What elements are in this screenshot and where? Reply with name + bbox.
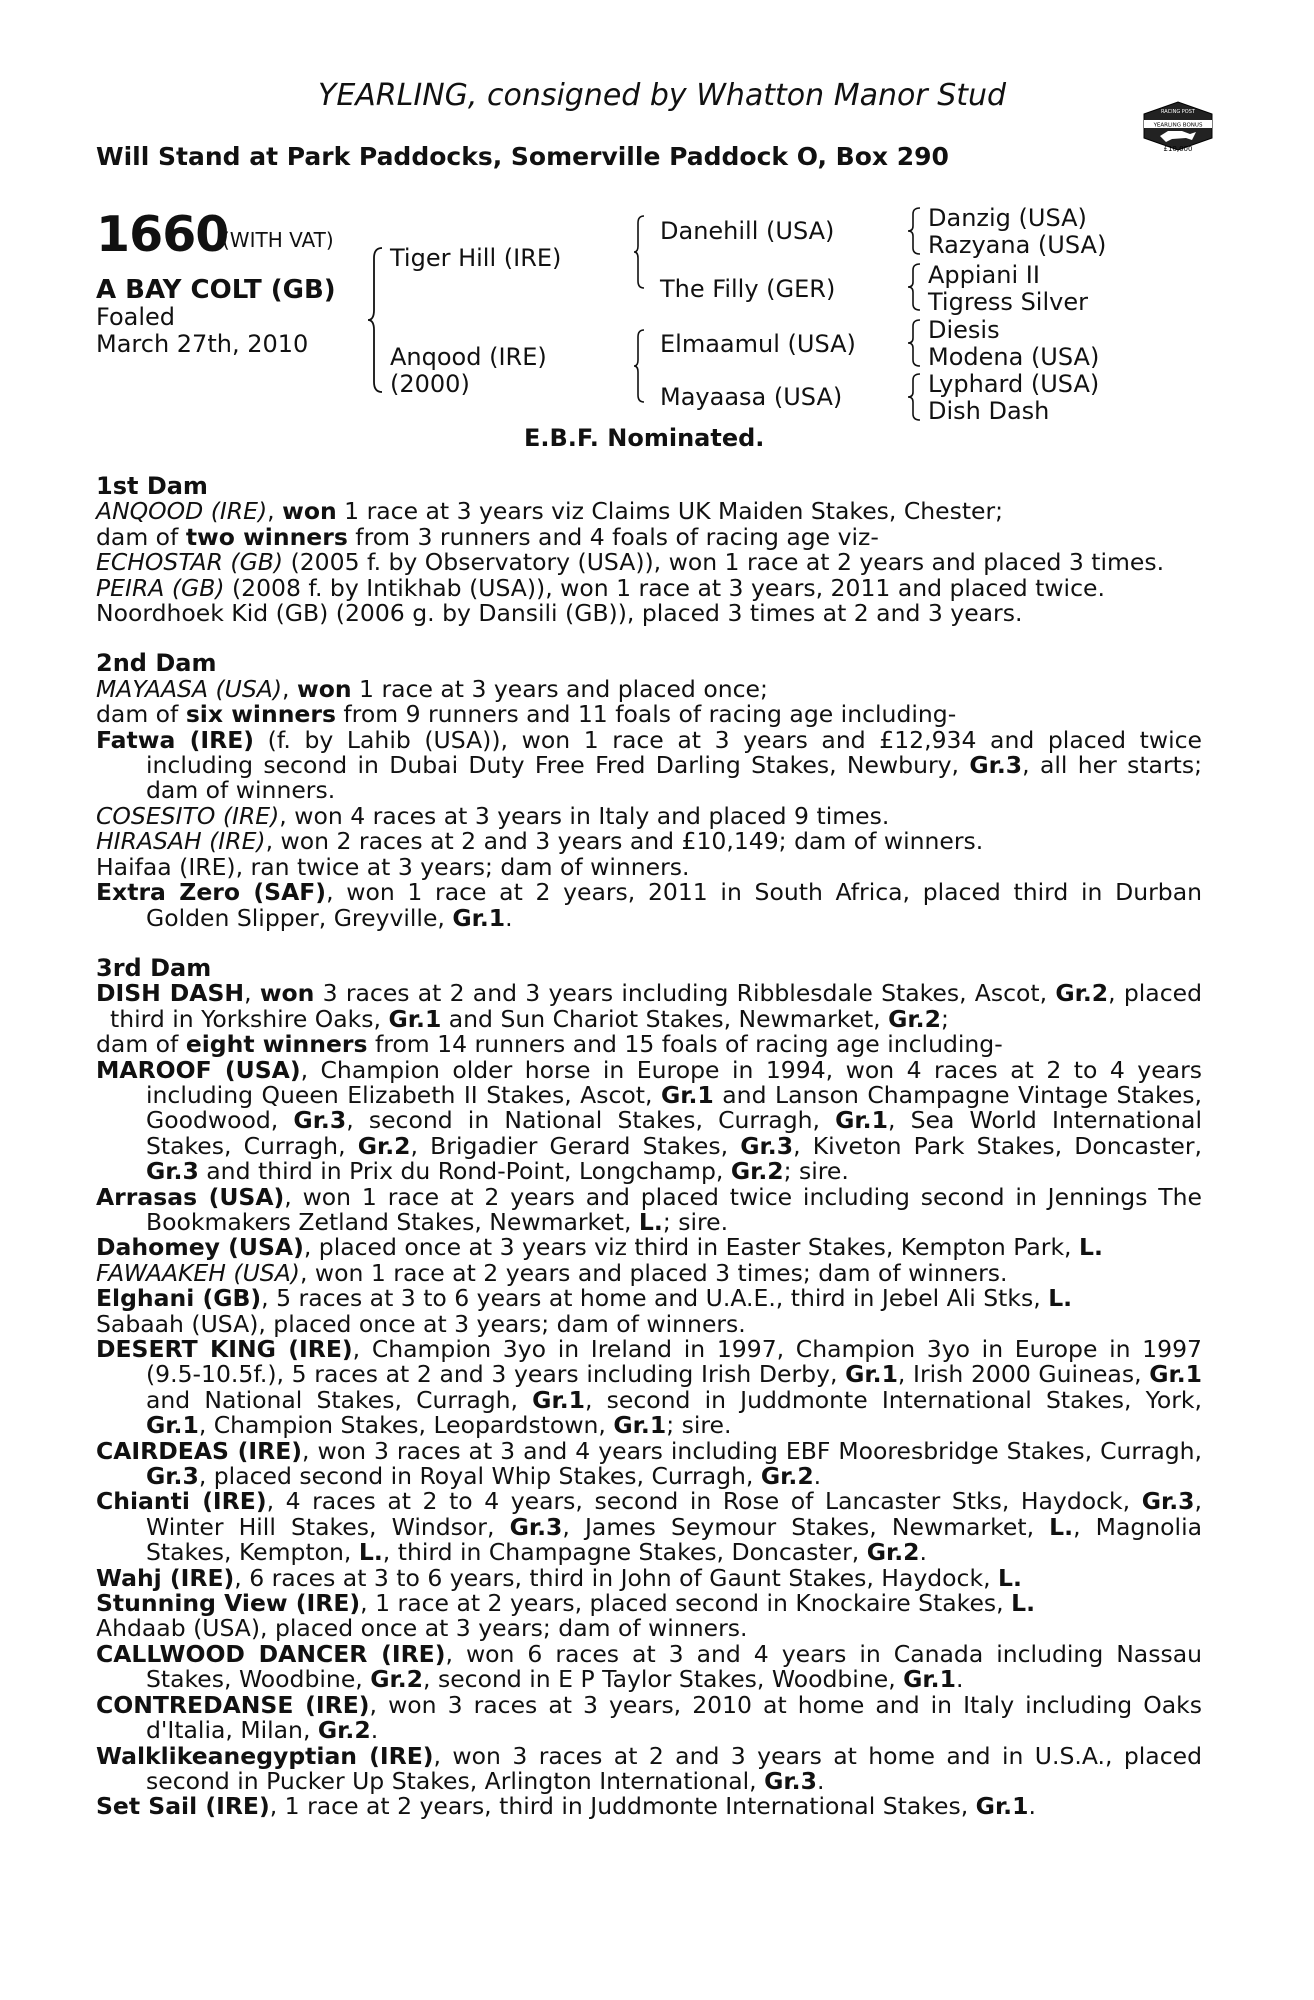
progeny-ahdaab: Ahdaab (USA), placed once at 3 years; dam of winners. [96, 1614, 748, 1643]
badge-line3: £10,000 [1163, 145, 1193, 153]
pedigree-brace-sire [632, 214, 648, 290]
pedigree-dam-year: (2000) [390, 370, 470, 398]
lot-name: A BAY COLT (GB) [96, 275, 336, 305]
third-dam-line1: DISH DASH, won 3 races at 2 and 3 years including Ribblesdale Stakes, Ascot, Gr.2, placed third in Yorkshire Oaks, Gr.1 and Sun Chariot Stakes, Newmarket, Gr.2; [96, 979, 1203, 1033]
pedigree-brace-main [366, 246, 386, 394]
pedigree-dam-sire: Elmaamul (USA) [660, 330, 856, 358]
progeny-elghani: Elghani (GB), 5 races at 3 to 6 years at home and U.A.E., third in Jebel Ali Stks, L. [96, 1284, 1073, 1313]
foaled-label: Foaled [96, 303, 176, 331]
progeny-cairdeas: CAIRDEAS (IRE), won 3 races at 3 and 4 years including EBF Mooresbridge Stakes, Curragh, Gr.3, placed second in Royal Whip Stakes, Curragh, Gr.2. [96, 1436, 1202, 1491]
first-dam-progeny: Noordhoek Kid (GB) (2006 g. by Dansili (GB)), placed 3 times at 2 and 3 years. [96, 599, 1023, 628]
progeny-sabaah: Sabaah (USA), placed once at 3 years; dam of winners. [96, 1309, 746, 1338]
pedigree-gg4: Tigress Silver [928, 288, 1088, 316]
second-dam-grand-progeny: Extra Zero (SAF), won 1 race at 2 years, 2011 in South Africa, placed third in Durban Golden Slipper, Greyville, Gr.1. [96, 878, 1203, 932]
second-dam-line2: dam of six winners from 9 runners and 11 foals of racing age including- [96, 700, 957, 729]
progeny-chianti: Chianti (IRE), 4 races at 2 to 4 years, second in Rose of Lancaster Stks, Haydock, Gr.3, Winter Hill Stakes, Windsor, Gr.3, James Seymour Stakes, Newmarket, L., Magnolia Stakes, Kempton, L., third in Champagne Stakes, Doncaster, Gr.2. [96, 1487, 1203, 1567]
progeny-fawaakeh: FAWAAKEH (USA), won 1 race at 2 years and placed 3 times; dam of winners. [96, 1258, 1008, 1287]
pedigree-gg5: Diesis [928, 316, 1000, 344]
ebf-nomination: E.B.F. Nominated. [524, 424, 765, 452]
badge-line1: RACING POST [1161, 109, 1195, 115]
pedigree-gg6: Modena (USA) [928, 343, 1100, 371]
second-dam-progeny: COSESITO (IRE), won 4 races at 3 years in Italy and placed 9 times. [96, 801, 890, 830]
first-dam-progeny: PEIRA (GB) (2008 f. by Intikhab (USA)), won 1 race at 3 years, 2011 and placed twice. [96, 573, 1105, 602]
pedigree-brace-gg2 [906, 262, 924, 312]
progeny-walklikeanegyptian: Walklikeanegyptian (IRE), won 3 races at 2 and 3 years at home and in U.S.A., placed second in Pucker Up Stakes, Arlington International, Gr.3. [96, 1741, 1202, 1795]
consignment-header: YEARLING, consigned by Whatton Manor Stud [318, 78, 1007, 113]
foaled-date: March 27th, 2010 [96, 330, 309, 358]
pedigree-gg7: Lyphard (USA) [928, 370, 1100, 398]
pedigree-gg3: Appiani II [928, 261, 1040, 289]
pedigree-dam-dam: Mayaasa (USA) [660, 383, 843, 411]
pedigree-brace-dam [632, 328, 648, 404]
progeny-maroof: MAROOF (USA), Champion older horse in Europe in 1994, won 4 races at 2 to 4 years including Queen Elizabeth II Stakes, Ascot, Gr.1 and Lanson Champagne Vintage Stakes, Goodwood, Gr.3, second in National Stakes, Curragh, Gr.1, Sea World International Stakes, Curragh, Gr.2, Brigadier Gerard Stakes, Gr.3, Kiveton Park Stakes, Doncaster, Gr.3 and third in Prix du Rond-Point, Longchamp, Gr.2; sire. [96, 1055, 1203, 1186]
progeny-dahomey: Dahomey (USA), placed once at 3 years viz third in Easter Stakes, Kempton Park, L. [96, 1233, 1103, 1262]
vat-note: (WITH VAT) [222, 228, 334, 252]
pedigree-brace-gg3 [906, 318, 924, 368]
second-dam-progeny: Haifaa (IRE), ran twice at 3 years; dam of winners. [96, 852, 690, 881]
first-dam-heading: 1st Dam [96, 472, 208, 500]
second-dam-progeny: HIRASAH (IRE), won 2 races at 2 and 3 years and £10,149; dam of winners. [96, 827, 984, 856]
pedigree-gg2: Razyana (USA) [928, 231, 1107, 259]
badge-line2: YEARLING BONUS [1153, 122, 1203, 129]
pedigree-gg8: Dish Dash [928, 397, 1050, 425]
first-dam-line2: dam of two winners from 3 runners and 4 foals of racing age viz- [96, 522, 879, 551]
progeny-wahj: Wahj (IRE), 6 races at 3 to 6 years, third in John of Gaunt Stakes, Haydock, L. [96, 1563, 1022, 1592]
progeny-arrasas: Arrasas (USA), won 1 race at 2 years and placed twice including second in Jennings The Bookmakers Zetland Stakes, Newmarket, L.; sire. [96, 1182, 1202, 1236]
progeny-stunning-view: Stunning View (IRE), 1 race at 2 years, placed second in Knockaire Stakes, L. [96, 1589, 1035, 1618]
progeny-set-sail: Set Sail (IRE), 1 race at 2 years, third in Juddmonte International Stakes, Gr.1. [96, 1792, 1036, 1821]
pedigree-brace-gg4 [906, 372, 924, 422]
yearling-bonus-badge [1138, 98, 1218, 154]
pedigree-gg1: Danzig (USA) [928, 204, 1087, 232]
second-dam-progeny: Fatwa (IRE) (f. by Lahib (USA)), won 1 race at 3 years and £12,934 and placed twice including second in Dubai Duty Free Fred Darling Stakes, Newbury, Gr.3, all her starts; dam of winners. [96, 725, 1202, 805]
pedigree-brace-gg1 [906, 206, 924, 256]
pedigree-sire-sire: Danehill (USA) [660, 217, 835, 245]
pedigree-sire: Tiger Hill (IRE) [390, 244, 562, 272]
second-dam-line1: MAYAASA (USA), won 1 race at 3 years and placed once; [96, 674, 768, 703]
first-dam-progeny: ECHOSTAR (GB) (2005 f. by Observatory (USA)), won 1 race at 2 years and placed 3 times. [96, 548, 1165, 577]
first-dam-line1: ANQOOD (IRE), won 1 race at 3 years viz Claims UK Maiden Stakes, Chester; [96, 497, 1004, 526]
progeny-desert-king: DESERT KING (IRE), Champion 3yo in Ireland in 1997, Champion 3yo in Europe in 1997 (9.5-10.5f.), 5 races at 2 and 3 years including Irish Derby, Gr.1, Irish 2000 Guineas, Gr.1 and National Stakes, Curragh, Gr.1, second in Juddmonte International Stakes, York, Gr.1, Champion Stakes, Leopardstown, Gr.1; sire. [96, 1335, 1203, 1440]
catalogue-body [96, 474, 1202, 1820]
progeny-contredanse: CONTREDANSE (IRE), won 3 races at 3 years, 2010 at home and in Italy including Oaks d'Italia, Milan, Gr.2. [96, 1690, 1202, 1745]
progeny-callwood-dancer: CALLWOOD DANCER (IRE), won 6 races at 3 and 4 years in Canada including Nassau Stakes, Woodbine, Gr.2, second in E P Taylor Stakes, Woodbine, Gr.1. [96, 1639, 1202, 1694]
second-dam-heading: 2nd Dam [96, 649, 217, 678]
lot-number: 1660 [96, 206, 229, 263]
pedigree-dam: Anqood (IRE) [390, 343, 547, 371]
third-dam-heading: 3rd Dam [96, 953, 212, 982]
third-dam-line2: dam of eight winners from 14 runners and 15 foals of racing age including- [96, 1030, 1003, 1059]
pedigree-sire-dam: The Filly (GER) [660, 275, 836, 303]
stand-location: Will Stand at Park Paddocks, Somerville Paddock O, Box 290 [96, 142, 949, 171]
